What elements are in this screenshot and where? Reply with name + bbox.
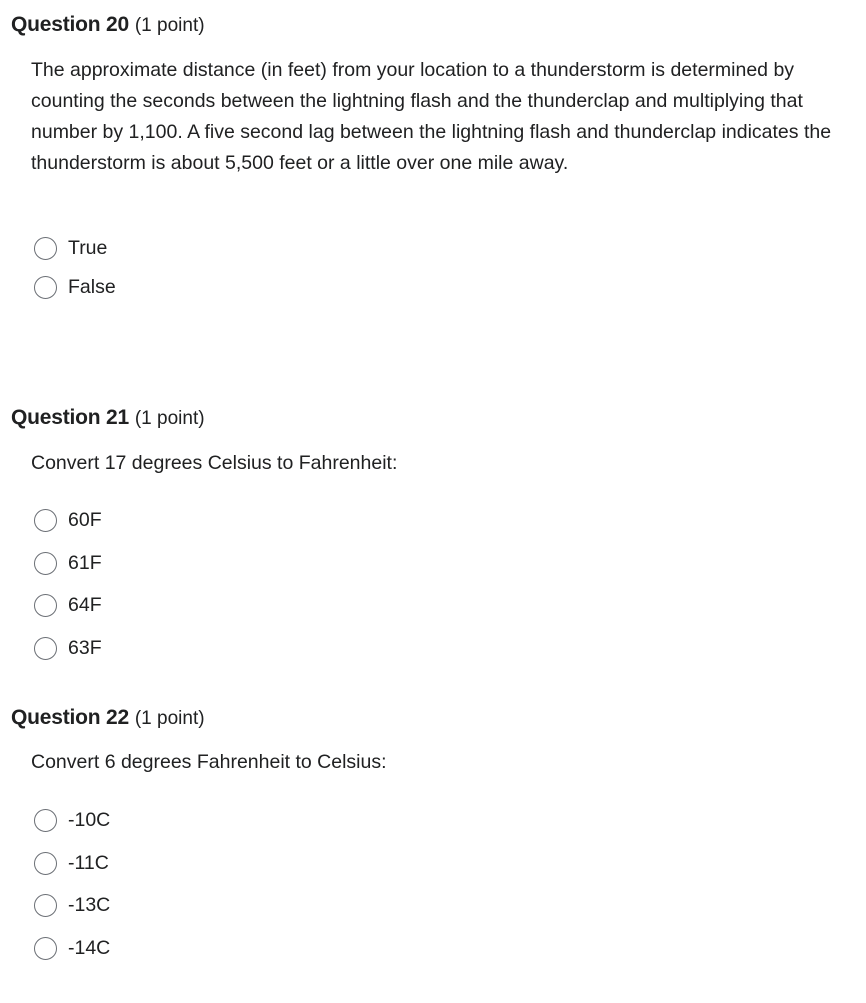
question-text: The approximate distance (in feet) from your location to a thunderstorm is determined by counting the seconds between the lightning flash and the thunderclap and multiplying that number by 1,100. A five second lag between the lightning flash and thunderclap indicates the thunderstorm is about 5,500 feet or a little over one mile away. [31,59,832,174]
option-minus-13c[interactable] [34,892,110,918]
option-61f[interactable] [34,550,102,576]
option-label: 64F [68,594,102,616]
radio-button[interactable] [34,552,57,575]
radio-button[interactable] [34,237,57,260]
question-title [11,704,205,733]
option-label: False [68,276,116,298]
question-number: Question 21 [11,406,129,429]
radio-button[interactable] [34,852,57,875]
radio-button[interactable] [34,594,57,617]
option-minus-14c[interactable] [34,935,110,961]
question-points: (1 point) [134,408,205,429]
option-minus-11c[interactable] [34,850,109,876]
question-title [11,11,205,40]
radio-button[interactable] [34,509,57,532]
option-true[interactable] [34,235,107,261]
option-label: 61F [68,552,102,574]
radio-button[interactable] [34,637,57,660]
option-label: -10C [68,809,111,831]
question-title [11,404,205,433]
radio-button[interactable] [34,276,57,299]
option-label: -13C [68,894,111,916]
question-number: Question 22 [11,706,129,729]
question-text: Convert 17 degrees Celsius to Fahrenheit: [31,452,398,474]
radio-button[interactable] [34,894,57,917]
question-number: Question 20 [11,13,129,36]
question-points: (1 point) [134,15,205,36]
option-60f[interactable] [34,507,102,533]
option-label: 60F [68,509,102,531]
radio-button[interactable] [34,809,57,832]
option-label: -14C [68,937,111,959]
option-label: True [68,237,108,259]
radio-button[interactable] [34,937,57,960]
option-label: -11C [68,852,109,874]
question-points: (1 point) [134,708,205,729]
option-label: 63F [68,637,102,659]
option-63f[interactable] [34,635,102,661]
question-text: Convert 6 degrees Fahrenheit to Celsius: [31,751,387,773]
option-64f[interactable] [34,592,102,618]
option-minus-10c[interactable] [34,807,110,833]
option-false[interactable] [34,274,116,300]
